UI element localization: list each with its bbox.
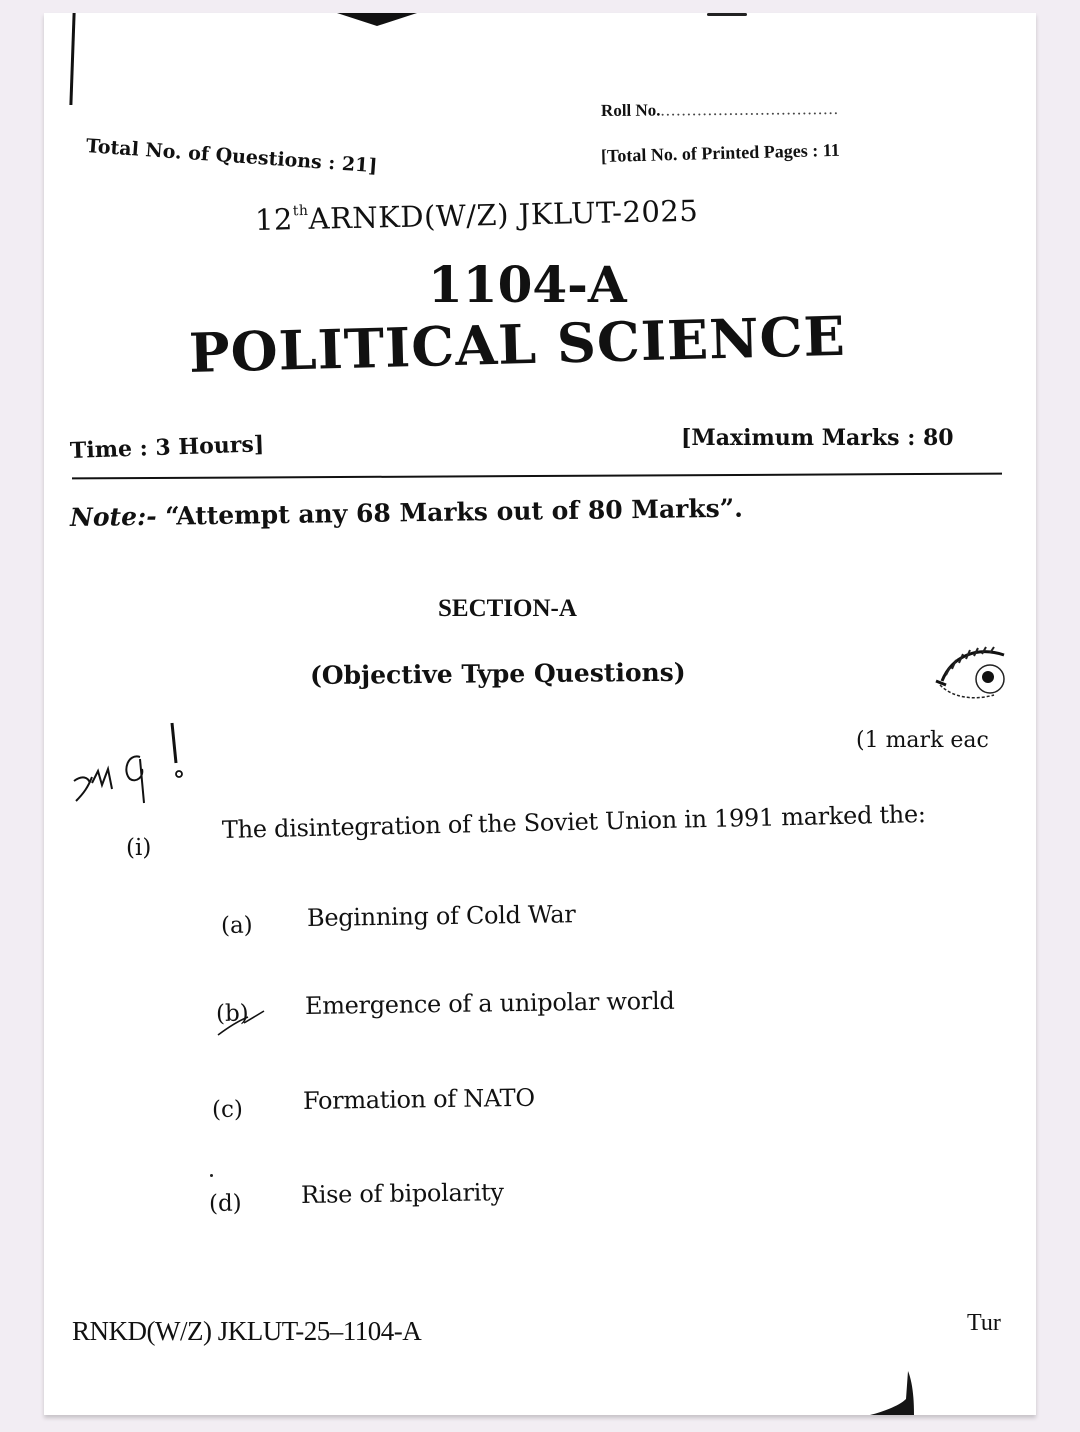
- stray-ink-dot: [210, 1174, 213, 1177]
- option-d-text: Rise of bipolarity: [300, 1178, 504, 1209]
- paper-code: 1104-A: [428, 255, 627, 314]
- section-subtitle: (Objective Type Questions): [309, 657, 686, 690]
- handwritten-note-icon: [68, 713, 198, 823]
- turn-over-label: Tur: [967, 1310, 1001, 1336]
- edge-mark: [707, 13, 747, 16]
- maximum-marks: [Maximum Marks : 80: [681, 425, 954, 451]
- total-printed-pages: [Total No. of Printed Pages : 11: [600, 139, 840, 166]
- option-a-label: (a): [220, 912, 253, 939]
- edge-shadow-mark: [69, 13, 75, 105]
- option-d-label: (d): [208, 1190, 242, 1217]
- roll-number-label: Roll No.: [600, 100, 661, 121]
- question-paper-page: [44, 13, 1036, 1415]
- option-b-text: Emergence of a unipolar world: [304, 986, 675, 1020]
- subject-title: POLITICAL SCIENCE: [188, 303, 847, 385]
- roll-number-dots: ..................................: [660, 98, 840, 120]
- binding-clip-mark: [337, 13, 417, 26]
- instruction-note: [70, 494, 743, 532]
- total-questions: Total No. of Questions : 21]: [85, 135, 379, 178]
- exam-code-superscript: th: [292, 202, 309, 220]
- roll-number-field: [601, 99, 839, 121]
- eye-doodle-icon: [932, 641, 1012, 707]
- marks-per-question: (1 mark eac: [856, 728, 989, 753]
- time-allowed: Time : 3 Hours]: [69, 431, 265, 464]
- header-divider: [72, 473, 1002, 480]
- corner-shadow-mark: [870, 1371, 930, 1415]
- answer-tick-mark-icon: [214, 1000, 274, 1037]
- footer-paper-code: RNKD(W/Z) JKLUT-25–1104-A: [72, 1316, 422, 1346]
- exam-code: [255, 194, 699, 237]
- option-a-text: Beginning of Cold War: [306, 900, 576, 932]
- exam-code-rest: ARNKD(W/Z) JKLUT-2025: [308, 193, 699, 236]
- section-title: SECTION-A: [438, 595, 577, 622]
- option-b-label: (b): [215, 1000, 249, 1027]
- option-c-label: (c): [211, 1096, 244, 1123]
- question-text: The disintegration of the Soviet Union in 1991 marked the:: [221, 800, 926, 844]
- option-c-text: Formation of NATO: [302, 1083, 535, 1115]
- question-number: (i): [126, 835, 152, 861]
- exam-code-prefix: 12: [254, 202, 294, 237]
- note-text: “Attempt any 68 Marks out of 80 Marks”.: [165, 493, 744, 531]
- note-label: Note:-: [69, 501, 157, 532]
